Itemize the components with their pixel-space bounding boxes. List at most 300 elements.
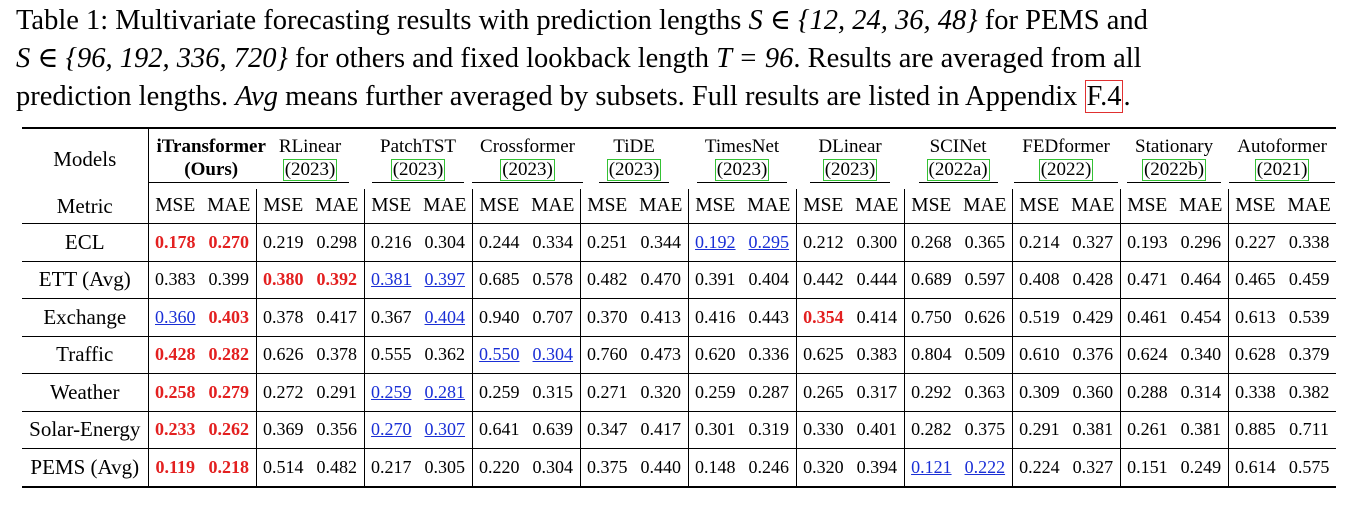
table-cell: [310, 449, 364, 487]
cell-value: 0.212: [803, 231, 844, 252]
model-header-dlinear: [796, 128, 904, 189]
table-cell: [580, 411, 634, 449]
cell-value: 0.685: [479, 269, 520, 290]
table-cell: [526, 336, 580, 374]
cell-value: 0.272: [263, 381, 304, 402]
cell-value: 0.575: [1288, 456, 1330, 477]
cell-value: 0.444: [856, 269, 898, 290]
cell-value: 0.216: [371, 231, 412, 252]
header-row-metric: [22, 189, 1336, 224]
table-cell: [1012, 374, 1066, 412]
cell-value: 0.382: [1288, 381, 1330, 402]
cell-value: 0.270: [208, 231, 249, 252]
cell-value: 0.454: [1180, 306, 1222, 327]
table-cell: [1120, 299, 1174, 337]
model-header-wrap: [919, 135, 998, 183]
cell-value: 0.367: [371, 306, 412, 327]
table-cell: [418, 336, 472, 374]
table-cell: [904, 224, 958, 262]
table-cell: [1012, 336, 1066, 374]
cell-value: 0.340: [1180, 344, 1222, 365]
cell-value: 0.804: [911, 344, 952, 365]
cell-value: 0.218: [208, 456, 249, 477]
model-name: DLinear: [818, 136, 882, 157]
table-cell: [958, 411, 1012, 449]
model-citation[interactable]: (2022b): [1143, 159, 1205, 180]
table-cell: [1120, 411, 1174, 449]
cell-value: 0.298: [316, 231, 358, 252]
cell-value: 0.305: [424, 456, 466, 477]
table-cell: [256, 411, 310, 449]
table-cell: [958, 336, 1012, 374]
cell-value: 0.473: [640, 344, 682, 365]
cell-value: 0.375: [964, 419, 1006, 440]
model-name: FEDformer: [1022, 136, 1110, 157]
table-cell: [1012, 449, 1066, 487]
model-header-wrap: [697, 135, 787, 183]
cell-value: 0.392: [316, 269, 358, 290]
table-cell: [742, 299, 796, 337]
cell-value: 0.330: [803, 419, 844, 440]
cell-value: 0.327: [1072, 456, 1114, 477]
model-header-wrap: [149, 135, 274, 183]
metric-mse: MSE: [1120, 189, 1174, 224]
cell-value: 0.327: [1072, 231, 1114, 252]
table-cell: [1120, 261, 1174, 299]
model-header-patchtst: [364, 128, 472, 189]
metric-label: Metric: [56, 193, 113, 218]
cell-value: 0.319: [748, 419, 790, 440]
table-cell: [634, 336, 688, 374]
table-cell: [688, 336, 742, 374]
table-cell: [418, 261, 472, 299]
table-cell: [310, 374, 364, 412]
table-cell: [148, 261, 202, 299]
model-header-wrap: [599, 135, 670, 183]
cell-value: 0.296: [1180, 231, 1222, 252]
table-cell: [1120, 449, 1174, 487]
cell-value: 0.259: [371, 381, 412, 402]
table-cell: [904, 299, 958, 337]
cell-value: 0.482: [316, 456, 358, 477]
table-cell: [1066, 261, 1120, 299]
table-cell: [850, 299, 904, 337]
table-cell: [310, 261, 364, 299]
cell-value: 0.336: [748, 344, 790, 365]
cell-value: 0.381: [1072, 419, 1114, 440]
table-cell: [580, 336, 634, 374]
cell-value: 0.509: [964, 344, 1006, 365]
table-cell: [310, 411, 364, 449]
cell-value: 0.233: [155, 419, 196, 440]
model-citation[interactable]: (2023): [716, 159, 768, 180]
cell-value: 0.628: [1235, 344, 1276, 365]
caption-line-1: Table 1: Multivariate forecasting results with prediction lengths S ∈ {12, 24, 36, 48} for PEMS and: [16, 5, 1148, 36]
model-header-wrap: [1229, 135, 1335, 183]
cell-value: 0.259: [695, 381, 736, 402]
model-header-autoformer: [1228, 128, 1336, 189]
cell-value: 0.288: [1127, 381, 1168, 402]
cell-value: 0.271: [587, 381, 628, 402]
cell-value: 0.370: [587, 306, 628, 327]
cell-value: 0.404: [748, 269, 790, 290]
models-label: Models: [22, 128, 148, 189]
table-cell: [850, 261, 904, 299]
cell-value: 0.465: [1235, 269, 1276, 290]
cell-value: 0.471: [1127, 269, 1168, 290]
cell-value: 0.268: [911, 231, 952, 252]
table-cell: [1012, 224, 1066, 262]
metric-mae: MAE: [747, 195, 791, 216]
cell-value: 0.380: [263, 269, 304, 290]
table-cell: [688, 224, 742, 262]
metric-mae: MAE: [315, 195, 359, 216]
table-cell: [688, 411, 742, 449]
cell-value: 0.360: [1072, 381, 1114, 402]
table-cell: [580, 299, 634, 337]
cell-value: 0.413: [640, 306, 682, 327]
appendix-link[interactable]: F.4: [1086, 81, 1122, 112]
dataset-label: PEMS (Avg): [22, 449, 148, 487]
table-cell: [202, 224, 256, 262]
cell-value: 0.363: [964, 381, 1006, 402]
table-cell: [1120, 374, 1174, 412]
table-cell: [310, 299, 364, 337]
cell-value: 0.639: [532, 419, 574, 440]
cell-value: 0.459: [1288, 269, 1330, 290]
table-cell: [634, 374, 688, 412]
model-citation[interactable]: (2023): [608, 159, 660, 180]
table-cell: [202, 336, 256, 374]
cell-value: 0.320: [803, 456, 844, 477]
model-citation[interactable]: (2022): [1040, 159, 1092, 180]
model-name: Autoformer: [1237, 136, 1327, 157]
cell-value: 0.304: [424, 231, 466, 252]
table-row: [22, 224, 1336, 262]
table-cell: [850, 374, 904, 412]
table-row: [22, 374, 1336, 412]
table-cell: [796, 411, 850, 449]
cell-value: 0.550: [479, 344, 520, 365]
table-cell: [364, 224, 418, 262]
model-name: Stationary: [1135, 136, 1214, 157]
model-name: SCINet: [929, 136, 987, 157]
cell-value: 0.224: [1019, 456, 1060, 477]
dataset-label: Exchange: [22, 299, 148, 337]
table-cell: [202, 411, 256, 449]
results-table: [22, 127, 1336, 488]
cell-value: 0.244: [479, 231, 520, 252]
table-cell: [796, 224, 850, 262]
model-citation[interactable]: (2023): [824, 159, 876, 180]
table-cell: [472, 374, 526, 412]
table-cell: [634, 449, 688, 487]
table-cell: [1228, 299, 1282, 337]
table-cell: [256, 449, 310, 487]
cell-value: 0.397: [424, 269, 466, 290]
model-header-timesnet: [688, 128, 796, 189]
table-cell: [1174, 224, 1228, 262]
table-row: [22, 449, 1336, 487]
table-cell: [364, 261, 418, 299]
model-citation[interactable]: (2023): [502, 159, 553, 180]
table-cell: [688, 261, 742, 299]
table-cell: [1066, 299, 1120, 337]
table-cell: [634, 411, 688, 449]
model-citation[interactable]: (2023): [392, 159, 444, 180]
cell-value: 0.711: [1289, 419, 1329, 440]
caption-math-t: T = 96: [716, 43, 794, 74]
table-cell: [148, 374, 202, 412]
cell-value: 0.404: [424, 306, 466, 327]
cell-value: 0.641: [479, 419, 520, 440]
cell-value: 0.304: [532, 456, 574, 477]
cell-value: 0.300: [856, 231, 898, 252]
table-cell: [148, 411, 202, 449]
table-cell: [202, 374, 256, 412]
cell-value: 0.119: [155, 456, 195, 477]
table-cell: [742, 224, 796, 262]
metric-mae: MAE: [207, 195, 251, 216]
dataset-label: ETT (Avg): [22, 261, 148, 299]
table-cell: [958, 261, 1012, 299]
table-cell: [364, 449, 418, 487]
cell-value: 0.369: [263, 419, 304, 440]
table-cell: [634, 299, 688, 337]
metric-mae: MAE: [639, 195, 683, 216]
model-sub-label: (Ours): [184, 159, 239, 180]
table-cell: [256, 261, 310, 299]
table-cell: [742, 449, 796, 487]
table-cell: [796, 299, 850, 337]
table-cell: [1012, 299, 1066, 337]
cell-value: 0.403: [208, 306, 249, 327]
cell-value: 0.261: [1127, 419, 1168, 440]
cell-value: 0.689: [911, 269, 952, 290]
table-cell: [526, 374, 580, 412]
model-citation[interactable]: (2023): [284, 159, 336, 180]
cell-value: 0.417: [316, 306, 358, 327]
cell-value: 0.442: [803, 269, 844, 290]
metric-mae: MAE: [1287, 195, 1331, 216]
cell-value: 0.443: [748, 306, 790, 327]
table-cell: [580, 224, 634, 262]
cell-value: 0.320: [640, 381, 682, 402]
metric-mse: MSE: [580, 189, 634, 224]
model-header-rlinear: [256, 128, 364, 189]
metric-mse: MSE: [472, 189, 526, 224]
cell-value: 0.416: [695, 306, 736, 327]
model-header-fedformer: [1012, 128, 1120, 189]
cell-value: 0.151: [1127, 456, 1168, 477]
model-name: Crossformer: [480, 136, 576, 157]
cell-value: 0.220: [479, 456, 520, 477]
cell-value: 0.750: [911, 306, 952, 327]
model-header-crossformer: [472, 128, 580, 189]
table-cell: [472, 224, 526, 262]
table-cell: [310, 224, 364, 262]
table-cell: [904, 261, 958, 299]
cell-value: 0.578: [532, 269, 574, 290]
cell-value: 0.613: [1235, 306, 1276, 327]
metric-mae: MAE: [963, 195, 1007, 216]
table-cell: [526, 224, 580, 262]
model-citation[interactable]: (2021): [1256, 159, 1308, 180]
model-header-scinet: [904, 128, 1012, 189]
cell-value: 0.610: [1019, 344, 1060, 365]
dataset-label: Weather: [22, 374, 148, 412]
table-cell: [472, 336, 526, 374]
cell-value: 0.376: [1072, 344, 1114, 365]
table-cell: [1174, 411, 1228, 449]
cell-value: 0.440: [640, 456, 682, 477]
cell-value: 0.317: [856, 381, 898, 402]
cell-value: 0.192: [695, 231, 736, 252]
cell-value: 0.625: [803, 344, 844, 365]
cell-value: 0.262: [208, 419, 249, 440]
cell-value: 0.365: [964, 231, 1006, 252]
model-header-wrap: [1014, 135, 1118, 183]
cell-value: 0.347: [587, 419, 628, 440]
table-cell: [1174, 299, 1228, 337]
cell-value: 0.259: [479, 381, 520, 402]
model-name: RLinear: [278, 136, 342, 157]
table-cell: [418, 299, 472, 337]
cell-value: 0.338: [1288, 231, 1330, 252]
table-cell: [850, 449, 904, 487]
caption-line-2: S ∈ {96, 192, 336, 720} for others and fixed lookback length T = 96. Results are averaged from all: [16, 43, 1142, 74]
cell-value: 0.383: [155, 269, 196, 290]
cell-value: 0.291: [1019, 419, 1060, 440]
cell-value: 0.482: [587, 269, 628, 290]
metric-mse: MSE: [796, 189, 850, 224]
cell-value: 0.514: [263, 456, 304, 477]
table-cell: [1282, 299, 1336, 337]
dataset-label: ECL: [22, 224, 148, 262]
table-cell: [1228, 449, 1282, 487]
cell-value: 0.344: [640, 231, 682, 252]
cell-value: 0.281: [424, 381, 466, 402]
table-cell: [1174, 261, 1228, 299]
table-cell: [1174, 449, 1228, 487]
results-table-container: [22, 127, 1336, 488]
table-cell: [1174, 336, 1228, 374]
cell-value: 0.258: [155, 381, 196, 402]
table-cell: [1228, 224, 1282, 262]
metric-mae: MAE: [1179, 195, 1223, 216]
table-cell: [904, 449, 958, 487]
cell-value: 0.148: [695, 456, 736, 477]
table-row: [22, 411, 1336, 449]
cell-value: 0.282: [208, 344, 249, 365]
caption-avg-term: Avg: [235, 81, 278, 112]
metric-mae: MAE: [855, 195, 899, 216]
table-row: [22, 261, 1336, 299]
cell-value: 0.334: [532, 231, 574, 252]
table-cell: [1174, 374, 1228, 412]
table-cell: [958, 374, 1012, 412]
cell-value: 0.178: [155, 231, 196, 252]
table-caption: [16, 2, 1356, 116]
table-cell: [1228, 261, 1282, 299]
cell-value: 0.360: [155, 306, 196, 327]
metric-mse: MSE: [904, 189, 958, 224]
metric-mae: MAE: [531, 195, 575, 216]
cell-value: 0.391: [695, 269, 736, 290]
cell-value: 0.614: [1235, 456, 1276, 477]
cell-value: 0.378: [316, 344, 358, 365]
table-cell: [580, 374, 634, 412]
cell-value: 0.626: [964, 306, 1006, 327]
cell-value: 0.408: [1019, 269, 1060, 290]
dataset-label: Solar-Energy: [22, 411, 148, 449]
cell-value: 0.214: [1019, 231, 1060, 252]
table-cell: [148, 299, 202, 337]
table-cell: [850, 224, 904, 262]
cell-value: 0.217: [371, 456, 412, 477]
table-cell: [1228, 411, 1282, 449]
table-cell: [1012, 411, 1066, 449]
table-cell: [256, 374, 310, 412]
header-row-models: [22, 128, 1336, 189]
table-cell: [1066, 449, 1120, 487]
table-cell: [472, 411, 526, 449]
model-header-stationary: [1120, 128, 1228, 189]
cell-value: 0.287: [748, 381, 790, 402]
cell-value: 0.401: [856, 419, 898, 440]
model-citation[interactable]: (2022a): [928, 159, 988, 180]
table-cell: [526, 411, 580, 449]
table-row: [22, 299, 1336, 337]
caption-math-s-pems: S ∈ {12, 24, 36, 48}: [748, 5, 978, 36]
table-cell: [1282, 449, 1336, 487]
table-cell: [1282, 374, 1336, 412]
table-cell: [742, 411, 796, 449]
cell-value: 0.378: [263, 306, 304, 327]
metric-mse: MSE: [688, 189, 742, 224]
table-cell: [418, 449, 472, 487]
cell-value: 0.251: [587, 231, 628, 252]
cell-value: 0.375: [587, 456, 628, 477]
caption-line-3: prediction lengths. Avg means further averaged by subsets. Full results are listed in Appendix F.4.: [16, 81, 1131, 112]
table-cell: [904, 411, 958, 449]
dataset-label: Traffic: [22, 336, 148, 374]
cell-value: 0.301: [695, 419, 736, 440]
table-cell: [796, 449, 850, 487]
cell-value: 0.417: [640, 419, 682, 440]
cell-value: 0.265: [803, 381, 844, 402]
cell-value: 0.309: [1019, 381, 1060, 402]
cell-value: 0.383: [856, 344, 898, 365]
cell-value: 0.295: [748, 231, 790, 252]
cell-value: 0.461: [1127, 306, 1168, 327]
table-cell: [364, 299, 418, 337]
model-header-tide: [580, 128, 688, 189]
cell-value: 0.519: [1019, 306, 1060, 327]
table-cell: [958, 224, 1012, 262]
cell-value: 0.597: [964, 269, 1006, 290]
table-cell: [1066, 411, 1120, 449]
cell-value: 0.555: [371, 344, 412, 365]
table-cell: [580, 449, 634, 487]
table-cell: [796, 261, 850, 299]
cell-value: 0.356: [316, 419, 358, 440]
table-cell: [364, 374, 418, 412]
model-name: PatchTST: [380, 136, 457, 157]
cell-value: 0.428: [1072, 269, 1114, 290]
table-cell: [256, 224, 310, 262]
cell-value: 0.314: [1180, 381, 1222, 402]
